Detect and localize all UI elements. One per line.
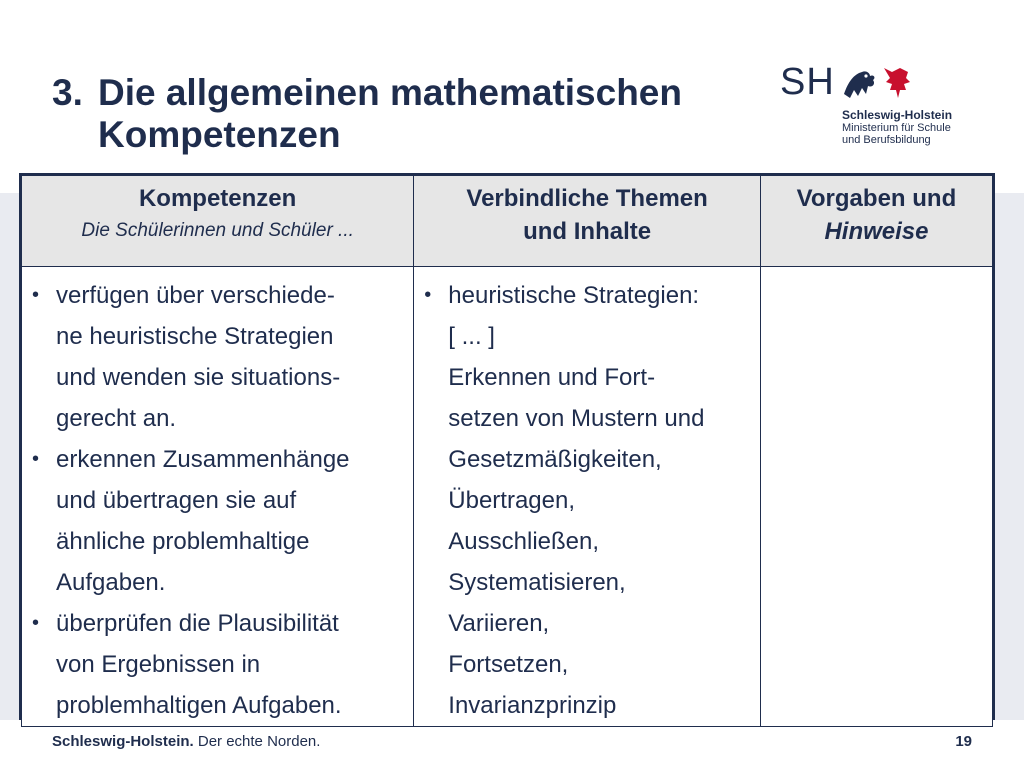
topics-line: setzen von Mustern und	[448, 405, 705, 432]
page-number: 19	[955, 733, 972, 750]
header-topics-line-2: und Inhalte	[523, 218, 652, 245]
list-item-line: problemhaltigen Aufgaben.	[56, 692, 342, 719]
topics-line: Ausschließen,	[448, 528, 600, 555]
logo-sub-line-1: Ministerium für Schule	[842, 122, 951, 134]
logo-name: Schleswig-Holstein	[842, 108, 953, 122]
list-item	[30, 275, 405, 439]
logo-letters: SH	[780, 61, 835, 103]
header-guidelines	[760, 176, 992, 267]
list-item-line: Aufgaben.	[56, 569, 166, 596]
list-item-line: ähnliche problemhaltige	[56, 528, 310, 555]
header-competences-subtitle: Die Schülerinnen und Schüler ...	[81, 220, 354, 241]
list-item-line: gerecht an.	[56, 405, 177, 432]
list-item	[30, 439, 405, 603]
coat-of-arms-icon	[840, 64, 912, 104]
title-line-2: Kompetenzen	[98, 114, 341, 155]
competence-list	[30, 275, 405, 726]
logo-sub-line-2: und Berufsbildung	[842, 134, 931, 146]
bullet-icon: •	[32, 612, 40, 634]
list-item-line: und wenden sie situations-	[56, 364, 341, 391]
bullet-icon: •	[424, 284, 432, 306]
topics-line: Variieren,	[448, 610, 550, 637]
table-row	[22, 267, 993, 727]
title-number: 3.	[52, 72, 83, 113]
list-item	[30, 603, 405, 726]
bullet-icon: •	[32, 284, 40, 306]
topics-line: Erkennen und Fort-	[448, 364, 656, 391]
topics-line: heuristische Strategien:	[448, 282, 700, 309]
bullet-icon: •	[32, 448, 40, 470]
sh-logo	[780, 62, 960, 148]
topics-line: Invarianzprinzip	[448, 692, 617, 719]
topics-line: Fortsetzen,	[448, 651, 569, 678]
topics-line: Systematisieren,	[448, 569, 626, 596]
header-topics	[414, 176, 761, 267]
list-item-line: erkennen Zusammenhänge	[56, 446, 350, 473]
cell-guidelines	[760, 267, 992, 727]
list-item-line: überprüfen die Plausibilität	[56, 610, 339, 637]
header-competences-title: Kompetenzen	[138, 185, 297, 212]
footer-slogan-rest: Der echte Norden.	[193, 733, 321, 750]
slide-title	[52, 72, 682, 156]
competence-table	[19, 173, 995, 720]
header-competences	[22, 176, 414, 267]
header-guidelines-line-2: Hinweise	[824, 218, 929, 245]
topics-line: [ ... ]	[448, 323, 495, 350]
header-topics-line-1: Verbindliche Themen	[466, 185, 708, 212]
list-item-line: von Ergebnissen in	[56, 651, 261, 678]
topics-heading	[422, 275, 752, 316]
header-guidelines-line-1: Vorgaben und	[796, 185, 957, 212]
cell-competences	[22, 267, 414, 727]
footer-slogan	[52, 733, 320, 750]
logo-subtitle	[842, 122, 951, 146]
list-item-line: ne heuristische Strategien	[56, 323, 334, 350]
topics-line: Gesetzmäßigkeiten,	[448, 446, 662, 473]
list-item-line: verfügen über verschiede-	[56, 282, 335, 309]
list-item-line: und übertragen sie auf	[56, 487, 297, 514]
cell-topics	[414, 267, 761, 727]
table-header-row	[22, 176, 993, 267]
footer-slogan-bold: Schleswig-Holstein.	[52, 733, 194, 750]
topics-line: Übertragen,	[448, 487, 576, 514]
title-line-1: Die allgemeinen mathematischen	[98, 72, 682, 113]
